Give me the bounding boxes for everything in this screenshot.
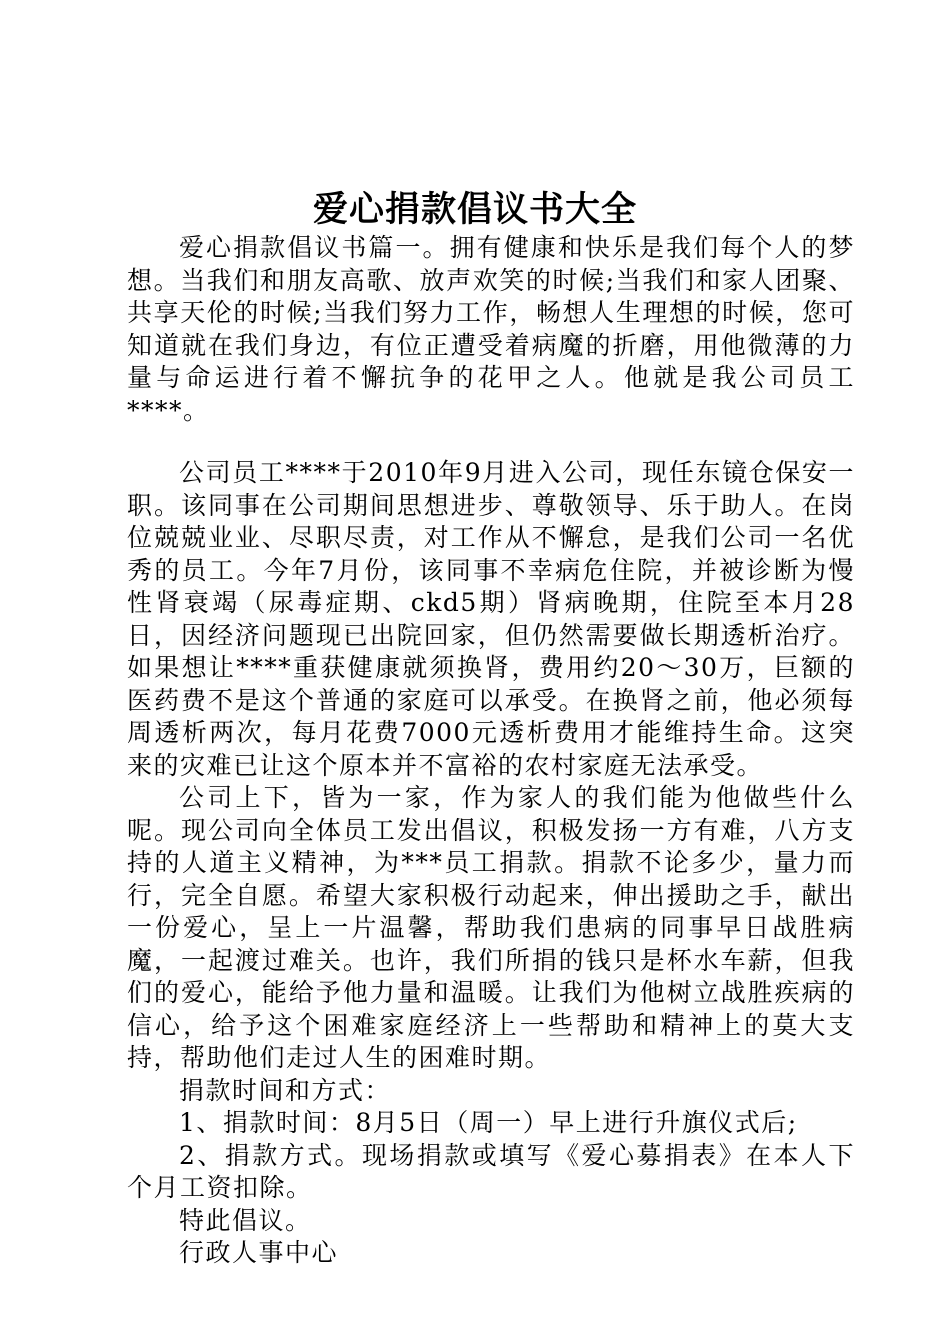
document-body: [127, 232, 855, 1270]
paragraph-donation-method: 2、捐款方式。现场捐款或填写《爱心募捐表》在本人下个月工资扣除。: [127, 1140, 855, 1202]
paragraph-employee-situation: 公司员工****于2010年9月进入公司，现任东镜仓保安一职。该同事在公司期间思想进步、尊敬领导、乐于助人。在岗位兢兢业业、尽职尽责，对工作从不懈怠，是我们公司一名优秀的员工。今年7月份，该同事不幸病危住院，并被诊断为慢性肾衰竭（尿毒症期、ckd5期）肾病晚期，住院至本月28日，因经济问题现已出院回家，但仍然需要做长期透析治疗。如果想让****重获健康就须换肾，费用约20～30万，巨额的医药费不是这个普通的家庭可以承受。在换肾之前，他必须每周透析两次，每月花费7000元透析费用才能维持生命。这突来的灾难已让这个原本并不富裕的农村家庭无法承受。: [127, 458, 855, 780]
paragraph-spacer: [127, 427, 855, 457]
paragraph-closing: 特此倡议。: [179, 1205, 312, 1235]
document-title: 爱心捐款倡议书大全: [312, 190, 637, 230]
paragraph-appeal: 公司上下，皆为一家，作为家人的我们能为他做些什么呢。现公司向全体员工发出倡议，积极发扬一方有难，八方支持的人道主义精神，为***员工捐款。捐款不论多少，量力而行，完全自愿。希望大家积极行动起来，伸出援助之手，献出一份爱心，呈上一片温馨，帮助我们患病的同事早日战胜病魔，一起渡过难关。也许，我们所捐的钱只是杯水车薪，但我们的爱心，能给予他力量和温暖。让我们为他树立战胜疾病的信心，给予这个困难家庭经济上一些帮助和精神上的莫大支持，帮助他们走过人生的困难时期。: [127, 783, 855, 1072]
paragraph-intro: 爱心捐款倡议书篇一。拥有健康和快乐是我们每个人的梦想。当我们和朋友高歌、放声欢笑的时候;当我们和家人团聚、共享天伦的时候;当我们努力工作，畅想人生理想的时候，您可知道就在我们身边，有位正遭受着病魔的折磨，用他微薄的力量与命运进行着不懈抗争的花甲之人。他就是我公司员工****。: [127, 233, 855, 425]
paragraph-donation-heading: 捐款时间和方式：: [179, 1075, 392, 1105]
paragraph-signature: 行政人事中心: [179, 1238, 339, 1267]
paragraph-donation-time: 1、捐款时间：8月5日（周一）早上进行升旗仪式后;: [179, 1108, 798, 1137]
